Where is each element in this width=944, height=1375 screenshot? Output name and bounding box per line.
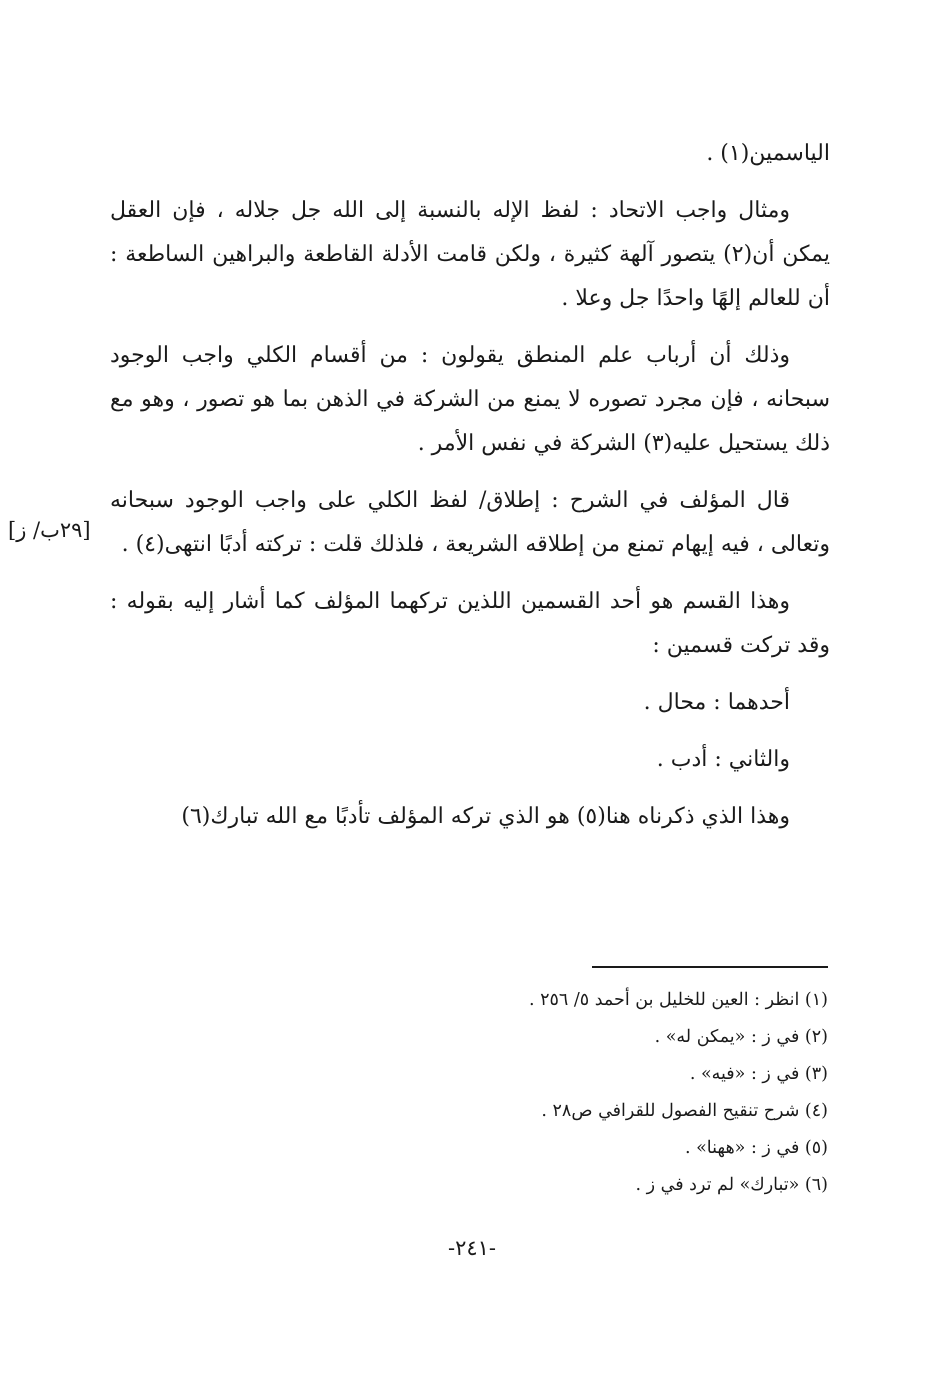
footnote-separator — [592, 966, 828, 968]
paragraph-two-sections: وهذا القسم هو أحد القسمين اللذين تركهما المؤلف كما أشار إليه بقوله : وقد تركت قسمين : — [110, 589, 830, 658]
footnote-4: (٤) شرح تنقيح الفصول للقرافي ص٢٨ . — [541, 1101, 828, 1121]
main-text — [110, 132, 830, 852]
footnote-6: (٦) «تبارك» لم ترد في ز . — [635, 1175, 828, 1195]
list-item-first: أحدهما : محال . — [643, 690, 790, 715]
paragraph-author-commentary: قال المؤلف في الشرح : إطلاق/ لفظ الكلي على واجب الوجود سبحانه وتعالى ، فيه إيهام تمنع من إطلاقه الشريعة ، فلذلك قلت : تركته أدبًا انتهى(٤) . — [110, 488, 830, 557]
footnote-2: (٢) في ز : «يمكن له» . — [654, 1027, 828, 1047]
manuscript-folio-reference: [٢٩ب/ ز] — [8, 518, 91, 542]
paragraph-example-unity: ومثال واجب الاتحاد : لفظ الإله بالنسبة إلى الله جل جلاله ، فإن العقل يمكن أن(٢) يتصور آلهة كثيرة ، ولكن قامت الأدلة القاطعة والبراهين الساطعة : أن للعالم إلهًا واحدًا جل وعلا . — [110, 198, 830, 311]
paragraph-logicians: وذلك أن أرباب علم المنطق يقولون : من أقسام الكلي واجب الوجود سبحانه ، فإن مجرد تصوره لا يمنع من الشركة في الذهن بما هو تصور ، وهو مع ذلك يستحيل عليه(٣) الشركة في نفس الأمر . — [110, 343, 830, 456]
paragraph-closing: وهذا الذي ذكرناه هنا(٥) هو الذي تركه المؤلف تأدبًا مع الله تبارك(٦) — [181, 804, 790, 829]
footnote-1: (١) انظر : العين للخليل بن أحمد ٥/ ٢٥٦ . — [528, 990, 828, 1010]
footnote-5: (٥) في ز : «ههنا» . — [684, 1138, 828, 1158]
paragraph-continuation: الياسمين(١) . — [706, 141, 830, 166]
list-item-second: والثاني : أدب . — [656, 747, 790, 772]
footnotes-list — [300, 982, 828, 1204]
footnote-3: (٣) في ز : «فيه» . — [689, 1064, 828, 1084]
page-number: -٢٤١- — [447, 1236, 497, 1260]
